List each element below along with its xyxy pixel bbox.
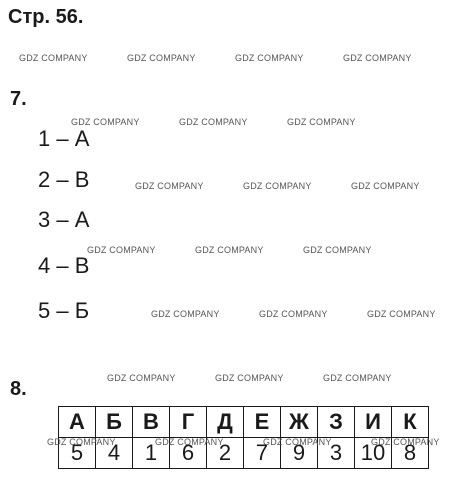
- watermark: GDZ COMPANY: [135, 181, 204, 191]
- number-cell: 7: [244, 438, 281, 469]
- watermark: GDZ COMPANY: [195, 245, 264, 255]
- watermark: GDZ COMPANY: [259, 309, 328, 319]
- letter-cell: К: [392, 407, 429, 438]
- number-cell: 6: [170, 438, 207, 469]
- letter-cell: И: [355, 407, 392, 438]
- number-cell: 4: [96, 438, 133, 469]
- letter-cell: Б: [96, 407, 133, 438]
- watermark: GDZ COMPANY: [367, 309, 436, 319]
- watermark: GDZ COMPANY: [215, 373, 284, 383]
- number-cell: 3: [318, 438, 355, 469]
- letter-cell: З: [318, 407, 355, 438]
- number-cell: 8: [392, 438, 429, 469]
- letter-cell: Ж: [281, 407, 318, 438]
- watermark: GDZ COMPANY: [351, 181, 420, 191]
- number-cell: 1: [133, 438, 170, 469]
- watermark: GDZ COMPANY: [179, 117, 248, 127]
- task-7-answer-4: 4 – В: [38, 253, 90, 278]
- watermark: GDZ COMPANY: [287, 117, 356, 127]
- watermark: GDZ COMPANY: [107, 373, 176, 383]
- letter-cell: Г: [170, 407, 207, 438]
- watermark: GDZ COMPANY: [47, 437, 116, 447]
- task-7-answer-1: 1 – А: [38, 126, 90, 151]
- number-cell: 5: [59, 438, 96, 469]
- letter-cell: А: [59, 407, 96, 438]
- letter-cell: Д: [207, 407, 244, 438]
- watermark: GDZ COMPANY: [371, 437, 440, 447]
- watermark: GDZ COMPANY: [243, 181, 312, 191]
- letter-cell: В: [133, 407, 170, 438]
- number-cell: 9: [281, 438, 318, 469]
- watermark: GDZ COMPANY: [19, 53, 88, 63]
- watermark: GDZ COMPANY: [303, 245, 372, 255]
- watermark: GDZ COMPANY: [87, 245, 156, 255]
- number-cell: 2: [207, 438, 244, 469]
- watermark: GDZ COMPANY: [71, 117, 140, 127]
- task-7-answer-5: 5 – Б: [38, 298, 90, 323]
- watermark: GDZ COMPANY: [263, 437, 332, 447]
- letters-row: [59, 407, 429, 438]
- letter-cell: Е: [244, 407, 281, 438]
- task-7-answer-2: 2 – В: [38, 167, 90, 192]
- watermark: GDZ COMPANY: [323, 373, 392, 383]
- page-title: Стр. 56.: [8, 6, 84, 28]
- task-7-answer-3: 3 – А: [38, 207, 90, 232]
- task-7-number: 7.: [10, 88, 27, 110]
- task-8-number: 8.: [10, 378, 27, 400]
- watermark: GDZ COMPANY: [343, 53, 412, 63]
- number-cell: 10: [355, 438, 392, 469]
- watermark: GDZ COMPANY: [151, 309, 220, 319]
- watermark: GDZ COMPANY: [235, 53, 304, 63]
- watermark: GDZ COMPANY: [127, 53, 196, 63]
- watermark: GDZ COMPANY: [155, 437, 224, 447]
